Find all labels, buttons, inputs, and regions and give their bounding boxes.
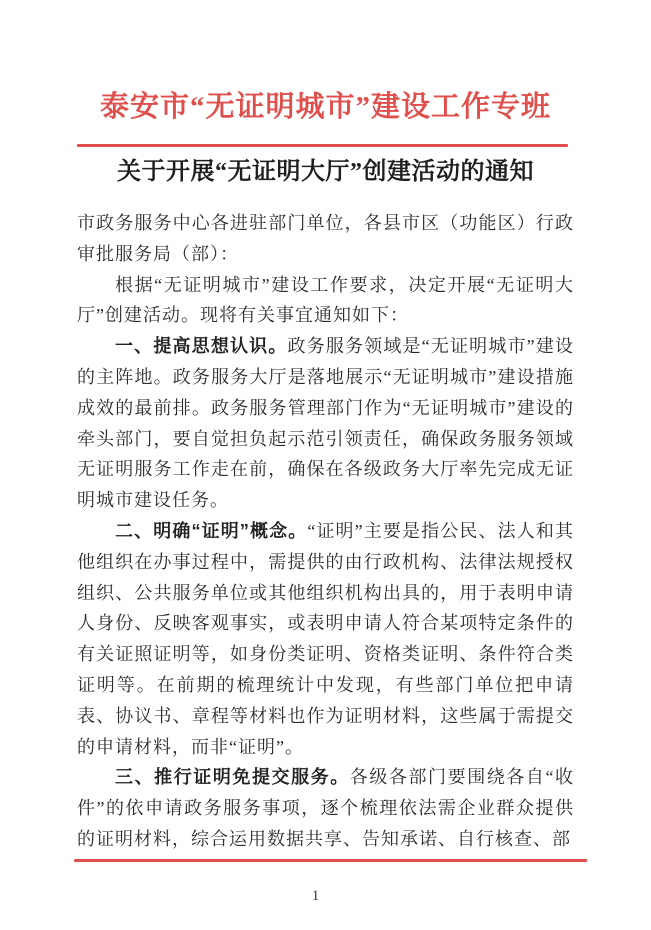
section-heading: 一、提高思想认识。 <box>115 336 288 357</box>
footer-divider-line <box>74 859 587 862</box>
paragraph: 市政务服务中心各进驻部门单位，各县市区（功能区）行政审批服务局（部）： <box>77 213 574 264</box>
section-paragraph: 三、推行证明免提交服务。各级各部门要围绕各自“收件”的依申请政务服务事项，逐个梳理依法需企业群众提供的证明材料，综合运用数据共享、告知承诺、自行核查、部 <box>77 767 575 849</box>
section-paragraph: 一、提高思想认识。政务服务领域是“无证明城市”建设的主阵地。政务服务大厅是落地展示“无证明城市”建设措施成效的最前排。政务服务管理部门作为“无证明城市”建设的牵头部门，要自觉担负起示范引领责任，确保政务服务领域无证明服务工作走在前，确保在各级政务大厅率先完成无证明城市建设任务。 <box>77 336 575 511</box>
section-heading: 三、推行证明免提交服务。 <box>115 767 350 788</box>
page-number: 1 <box>311 888 320 904</box>
document-body <box>77 208 574 855</box>
letterhead-title: 泰安市“无证明城市”建设工作专班 <box>99 91 551 123</box>
document-title: 关于开展“无证明大厅”创建活动的通知 <box>117 159 534 185</box>
paragraph: 根据“无证明城市”建设工作要求，决定开展“无证明大厅”创建活动。现将有关事宜通知如下： <box>77 274 574 326</box>
section-paragraph: 二、明确“证明”概念。“证明”主要是指公民、法人和其他组织在办事过程中，需提供的由行政机构、法律法规授权组织、公共服务单位或其他组织机构出具的，用于表明申请人身份、反映客观事实，或表明申请人符合某项特定条件的有关证照证明等，如身份类证明、资格类证明、条件符合类证明等。在前期的梳理统计中发现，有些部门单位把申请表、协议书、章程等材料也作为证明材料，这些属于需提交的申请材料，而非“证明”。 <box>77 520 574 757</box>
section-heading: 二、明确“证明”概念。 <box>115 520 308 541</box>
header-divider-line <box>77 144 568 147</box>
